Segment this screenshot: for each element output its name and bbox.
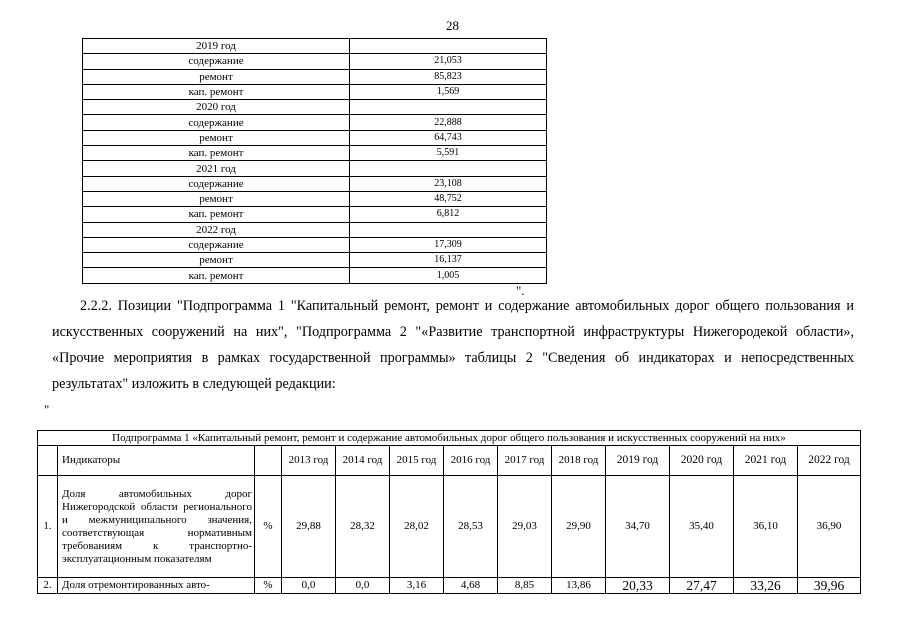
table-row — [83, 222, 547, 237]
table-row — [38, 476, 861, 578]
unit-cell: % — [255, 578, 282, 594]
year-header: 2022 год — [798, 446, 861, 476]
row-value: 1,005 — [350, 268, 547, 283]
row-label: 2022 год — [83, 222, 350, 237]
year-header: 2015 год — [390, 446, 444, 476]
row-label: кап. ремонт — [83, 207, 350, 222]
row-value — [350, 100, 547, 115]
table-row — [83, 100, 547, 115]
row-value: 17,309 — [350, 237, 547, 252]
table-row — [38, 578, 861, 594]
year-header: 2020 год — [670, 446, 734, 476]
value-cell: 35,40 — [670, 476, 734, 578]
table-row — [83, 191, 547, 206]
year-header: 2021 год — [734, 446, 798, 476]
value-cell: 29,03 — [498, 476, 552, 578]
value-cell: 34,70 — [606, 476, 670, 578]
row-value: 6,812 — [350, 207, 547, 222]
row-value: 48,752 — [350, 191, 547, 206]
row-value — [350, 222, 547, 237]
value-cell: 36,10 — [734, 476, 798, 578]
value-cell: 0,0 — [336, 578, 390, 594]
row-label: кап. ремонт — [83, 146, 350, 161]
page-number: 28 — [446, 18, 459, 33]
row-label: ремонт — [83, 69, 350, 84]
value-cell: 20,33 — [606, 578, 670, 594]
table-row — [83, 161, 547, 176]
row-value: 85,823 — [350, 69, 547, 84]
row-value: 1,569 — [350, 84, 547, 99]
value-cell: 28,53 — [444, 476, 498, 578]
year-header: 2019 год — [606, 446, 670, 476]
value-cell: 33,26 — [734, 578, 798, 594]
indicators-table — [37, 430, 861, 594]
value-cell: 3,16 — [390, 578, 444, 594]
row-value — [350, 39, 547, 54]
row-label: содержание — [83, 115, 350, 130]
value-cell: 0,0 — [282, 578, 336, 594]
value-cell: 4,68 — [444, 578, 498, 594]
num-header — [38, 446, 58, 476]
row-value: 22,888 — [350, 115, 547, 130]
unit-header — [255, 446, 282, 476]
row-label: ремонт — [83, 253, 350, 268]
row-label: кап. ремонт — [83, 84, 350, 99]
value-cell: 28,32 — [336, 476, 390, 578]
value-cell: 27,47 — [670, 578, 734, 594]
value-cell: 36,90 — [798, 476, 861, 578]
table-row — [83, 130, 547, 145]
indicators-header: Индикаторы — [58, 446, 255, 476]
yearly-values-table — [82, 38, 547, 284]
value-cell: 29,88 — [282, 476, 336, 578]
table-header-row — [38, 446, 861, 476]
subprogram-caption: Подпрограмма 1 «Капитальный ремонт, ремонт и содержание автомобильных дорог общего пользования и искусственных сооружений на них» — [38, 431, 861, 446]
row-label: содержание — [83, 176, 350, 191]
table-row — [83, 176, 547, 191]
table-row — [83, 237, 547, 252]
table-row — [83, 39, 547, 54]
row-value — [350, 161, 547, 176]
row-label: 2021 год — [83, 161, 350, 176]
unit-cell: % — [255, 476, 282, 578]
table-row — [83, 253, 547, 268]
row-value: 23,108 — [350, 176, 547, 191]
opening-quote: " — [44, 402, 50, 417]
row-label: 2019 год — [83, 39, 350, 54]
year-header: 2017 год — [498, 446, 552, 476]
row-value: 5,591 — [350, 146, 547, 161]
year-header: 2016 год — [444, 446, 498, 476]
row-number: 2. — [38, 578, 58, 594]
year-header: 2018 год — [552, 446, 606, 476]
row-label: содержание — [83, 54, 350, 69]
closing-quote: ". — [516, 283, 525, 298]
row-label: содержание — [83, 237, 350, 252]
indicator-text: Доля автомобильных дорог Нижегородской области регионального и межмуниципального значения, соответствующая нормативным требованиям к транспортно-эксплуатационным показателям — [58, 476, 255, 578]
value-cell: 8,85 — [498, 578, 552, 594]
row-label: кап. ремонт — [83, 268, 350, 283]
row-label: 2020 год — [83, 100, 350, 115]
year-header: 2014 год — [336, 446, 390, 476]
table-caption-row — [38, 431, 861, 446]
row-value: 21,053 — [350, 54, 547, 69]
value-cell: 28,02 — [390, 476, 444, 578]
row-value: 64,743 — [350, 130, 547, 145]
table-row — [83, 69, 547, 84]
row-label: ремонт — [83, 191, 350, 206]
year-header: 2013 год — [282, 446, 336, 476]
table-row — [83, 115, 547, 130]
value-cell: 13,86 — [552, 578, 606, 594]
table-row — [83, 84, 547, 99]
value-cell: 29,90 — [552, 476, 606, 578]
table-row — [83, 207, 547, 222]
table-row — [83, 268, 547, 283]
table-row — [83, 54, 547, 69]
row-value: 16,137 — [350, 253, 547, 268]
table-row — [83, 146, 547, 161]
value-cell: 39,96 — [798, 578, 861, 594]
row-label: ремонт — [83, 130, 350, 145]
row-number: 1. — [38, 476, 58, 578]
body-paragraph: 2.2.2. Позиции "Подпрограмма 1 "Капитальный ремонт, ремонт и содержание автомобильных дорог общего пользования и искусственных сооружений на них", "Подпрограмма 2 "«Развитие транспортной инфраструктуры Нижегородекой области», «Прочие мероприятия в рамках государственной программы» таблицы 2 "Сведения об индикаторах и непосредственных результатах" изложить в следующей редакции: — [52, 298, 854, 392]
indicator-text: Доля отремонтированных авто- — [58, 578, 255, 594]
